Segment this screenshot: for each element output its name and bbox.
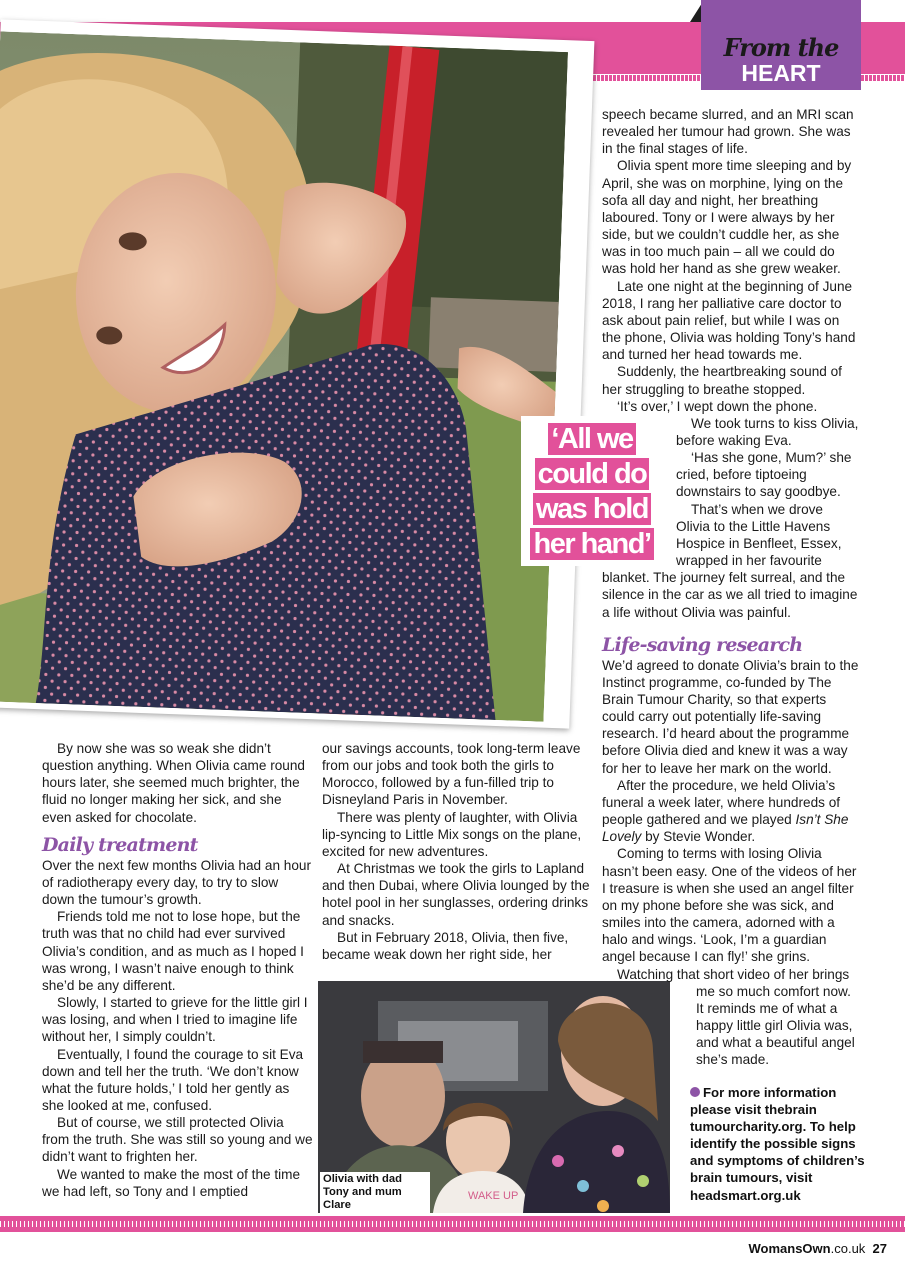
song-title: Isn’t She Lovely [602, 812, 849, 845]
pull-quote-line2: could do [535, 458, 650, 490]
wrap-around-quote [676, 415, 860, 569]
brand-domain: .co.uk [830, 1241, 866, 1256]
paragraph: But of course, we still protected Olivia from the truth. She was still so young and we didn’t want to frighten her. [42, 1115, 313, 1165]
paragraph: But in February 2018, Olivia, then five, became weak down her right side, her [322, 929, 569, 962]
paragraph: That’s when we drove Olivia to the Little Havens Hospice in Benfleet, Essex, wrapped in her favourite [676, 501, 842, 569]
family-photo-caption: Olivia with dad Tony and mum Clare [320, 1172, 430, 1213]
paragraph: me so much comfort now. It reminds me of what a happy little girl Olivia was, and what a beautiful angel she’s made. [696, 983, 855, 1068]
pull-quote-line4: her hand’ [530, 528, 653, 560]
paragraph: There was plenty of laughter, with Olivia lip-syncing to Little Mix songs on the plane, excited for new adventures. [322, 809, 582, 859]
paragraph: By now she was so weak she didn’t question anything. When Olivia came round hours later, she seemed much brighter, the fluid no longer making her sick, and she even asked for chocolate. [42, 741, 305, 825]
paragraph: Suddenly, the heartbreaking sound of her struggling to breathe stopped. [602, 364, 842, 397]
subhead-daily-treatment: Daily treatment [42, 833, 198, 856]
brand-name: WomansOwn [748, 1241, 831, 1256]
svg-text:WAKE UP: WAKE UP [468, 1190, 519, 1202]
section-tag [701, 0, 861, 90]
paragraph: Olivia spent more time sleeping and by April, she was on morphine, lying on the sofa all day and night, her breathing laboured. Tony or I were always by her side, but we couldn’t cuddle her, as she was in too much pain – all we could do was hold her hand as she grew weaker. [602, 158, 852, 277]
paragraph: We took turns to kiss Olivia, before waking Eva. [676, 415, 859, 448]
paragraph [602, 777, 860, 846]
main-photo-frame [0, 19, 594, 728]
girl-smiling-on-swing-photo-icon [0, 31, 568, 721]
pull-quote-line1: ‘All we [548, 423, 635, 455]
column-3 [602, 106, 860, 1068]
paragraph: We wanted to make the most of the time we had left, so Tony and I emptied [42, 1166, 301, 1199]
section-tag-line2: HEART [741, 60, 821, 86]
more-info-note [690, 1084, 870, 1204]
page-folio [749, 1241, 888, 1256]
paragraph: Late one night at the beginning of June 2018, I rang her palliative care doctor to ask about pain relief, but while I was on the phone, Olivia was holding Tony’s hand and turned her head towards me. [602, 278, 856, 363]
text-span: by Stevie Wonder. [641, 829, 756, 845]
column-2 [322, 740, 598, 963]
paragraph: our savings accounts, took long-term leave from our jobs and took both the girls to Morocco, followed by a fun-filled trip to Disneyland Paris in November. [322, 741, 581, 808]
paragraph: Coming to terms with losing Olivia hasn’t been easy. One of the videos of her I treasure is when she used an angel filter on my phone before she was sick, and smiles into the camera, adorned with a halo and wings. ‘Look, I’m a guardian angel because I can fly!’ she grins. [602, 846, 857, 965]
paragraph: blanket. The journey felt surreal, and the silence in the car as we all tried to imagine a life without Olivia was painful. [602, 570, 858, 620]
more-info-text: For more information please visit thebrain tumourcharity.org. To help identify the possible signs and symptoms of children’s brain tumours, visit headsmart.org.uk [690, 1085, 865, 1203]
paragraph: ‘It’s over,’ I wept down the phone. [617, 398, 818, 414]
section-tag-line1: From the [723, 33, 839, 62]
paragraph: We’d agreed to donate Olivia’s brain to the Instinct programme, co-funded by The Brain Tumour Charity, so that experts could carry out potentially life-saving research. I’d heard about the programme before Olivia died and knew it was a way for her to leave her mark on the world. [602, 657, 859, 776]
paragraph: Friends told me not to lose hope, but the truth was that no child had ever survived Olivia’s condition, and as much as I hoped I was wrong, I wasn’t naive enough to think she’d be any different. [42, 909, 304, 993]
paragraph: Eventually, I found the courage to sit Eva down and tell her the truth. ‘We don’t know what the future holds,’ I told her gently as she looked at me, confused. [42, 1046, 304, 1113]
page-number: 27 [872, 1241, 887, 1256]
text-span: After the procedure, we held Olivia’s funeral a week later, where hundreds of people gathered and we played [602, 777, 841, 828]
paragraph: Slowly, I started to grieve for the little girl I was losing, and when I tried to imagine life without her, I simply couldn’t. [42, 995, 308, 1045]
paragraph: At Christmas we took the girls to Lapland and then Dubai, where Olivia lounged by the hotel pool in her sunglasses, ordering drinks and snacks. [322, 861, 590, 928]
paragraph: Watching that short video of her brings [617, 966, 850, 982]
column-1 [42, 740, 314, 1200]
bullet-dot-icon [690, 1087, 700, 1097]
footer-stripe [0, 1221, 905, 1227]
subhead-life-saving-research: Life-saving research [602, 633, 803, 656]
paragraph: speech became slurred, and an MRI scan revealed her tumour had grown. She was in the final stages of life. [602, 107, 854, 157]
paragraph: ‘Has she gone, Mum?’ she cried, before tiptoeing downstairs to say goodbye. [676, 450, 852, 500]
pull-quote-line3: was hold [533, 493, 651, 525]
main-photo [0, 31, 568, 721]
paragraph: Over the next few months Olivia had an hour of radiotherapy every day, to try to slow down the tumour’s growth. [42, 857, 311, 908]
